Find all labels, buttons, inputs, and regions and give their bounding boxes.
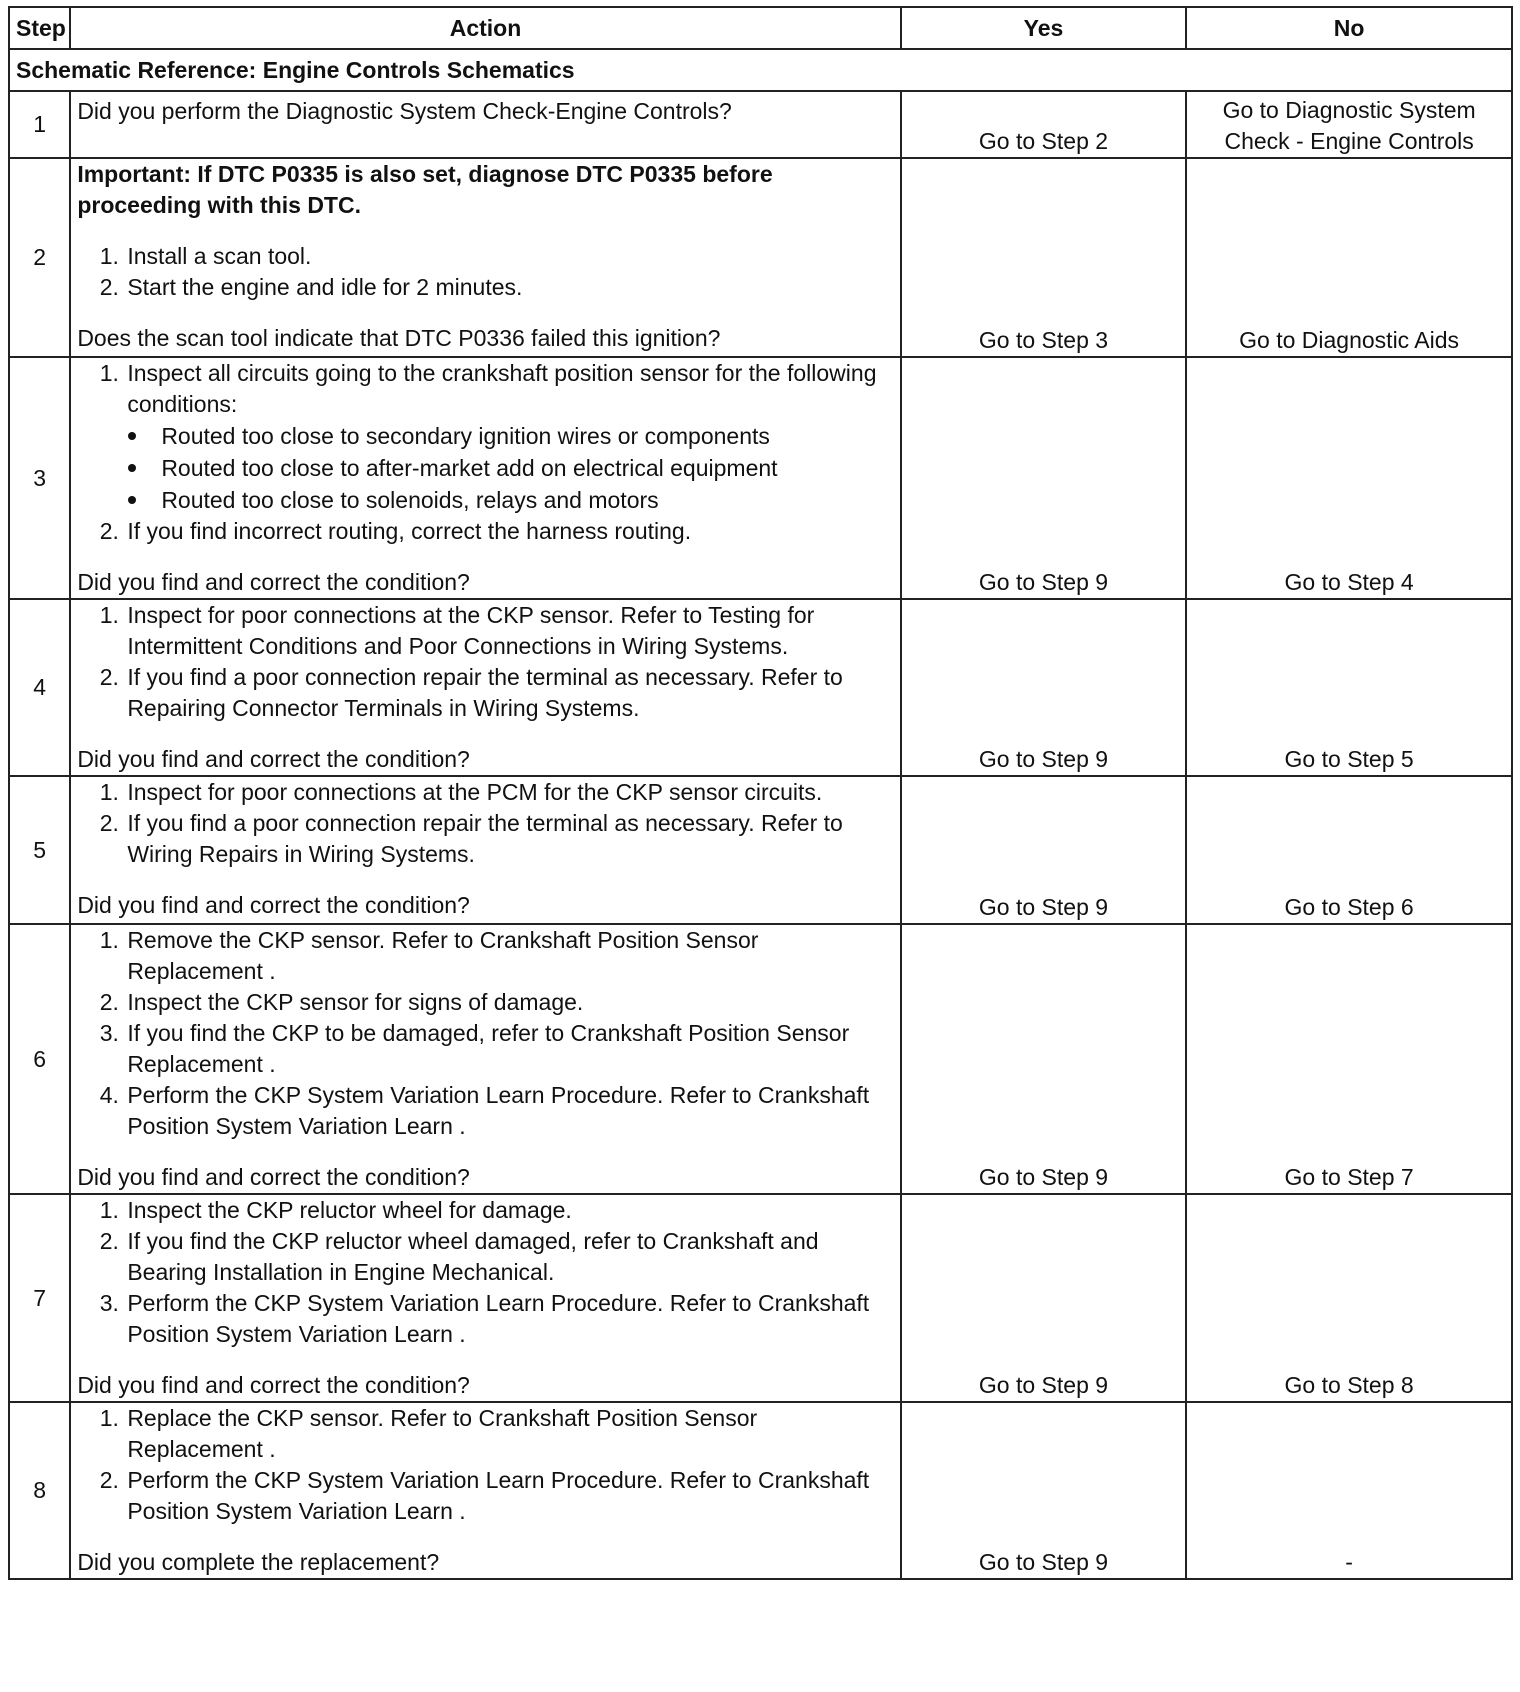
no-cell: Go to Step 7 (1186, 924, 1512, 1194)
table-row (9, 1194, 1512, 1402)
action-cell (70, 924, 900, 1194)
question-text: Did you find and correct the condition? (77, 1372, 470, 1398)
question-text: Did you find and correct the condition? (77, 1164, 470, 1190)
question-text: Does the scan tool indicate that DTC P0336 failed this ignition? (77, 325, 721, 351)
table-row (9, 776, 1512, 924)
no-cell: Go to Step 8 (1186, 1194, 1512, 1402)
yes-cell: Go to Step 9 (901, 1402, 1187, 1579)
yes-cell: Go to Step 9 (901, 924, 1187, 1194)
step-number: 3 (9, 357, 70, 599)
action-cell (70, 91, 900, 158)
question-text: Did you complete the replacement? (77, 1549, 440, 1575)
list-item: 2. If you find the CKP reluctor wheel damaged, refer to Crankshaft and Bearing Installation in Engine Mechanical. (125, 1226, 893, 1288)
no-cell: Go to Step 5 (1186, 599, 1512, 776)
schematic-reference-row (9, 49, 1512, 91)
diagnostic-table (8, 6, 1513, 1580)
step-number: 5 (9, 776, 70, 924)
list-item: 1. Replace the CKP sensor. Refer to Crankshaft Position Sensor Replacement . (125, 1403, 893, 1465)
header-yes: Yes (901, 7, 1187, 49)
yes-cell: Go to Step 2 (901, 91, 1187, 158)
action-cell (70, 776, 900, 924)
list-item: 1. Inspect for poor connections at the PCM for the CKP sensor circuits. (125, 777, 893, 808)
step-number: 8 (9, 1402, 70, 1579)
action-cell (70, 1194, 900, 1402)
list-item: 2. If you find incorrect routing, correct the harness routing. (125, 516, 893, 547)
yes-cell: Go to Step 9 (901, 776, 1187, 924)
procedure-list (77, 1195, 893, 1350)
yes-cell: Go to Step 9 (901, 357, 1187, 599)
step-number: 6 (9, 924, 70, 1194)
action-cell (70, 599, 900, 776)
list-item: 2. Start the engine and idle for 2 minutes. (125, 272, 893, 303)
bullet-item: • Routed too close to solenoids, relays and motors (151, 484, 893, 516)
schematic-reference: Schematic Reference: Engine Controls Schematics (9, 49, 1512, 91)
action-cell (70, 158, 900, 357)
header-row (9, 7, 1512, 49)
yes-cell: Go to Step 3 (901, 158, 1187, 357)
list-item: 2. Inspect the CKP sensor for signs of damage. (125, 987, 893, 1018)
list-item: 3. If you find the CKP to be damaged, refer to Crankshaft Position Sensor Replacement . (125, 1018, 893, 1080)
list-item: 1. Inspect for poor connections at the CKP sensor. Refer to Testing for Intermittent Conditions and Poor Connections in Wiring Systems. (125, 600, 893, 662)
header-action: Action (70, 7, 900, 49)
list-item-text: Inspect all circuits going to the crankshaft position sensor for the following conditions: (127, 360, 877, 417)
list-item (125, 358, 893, 516)
list-item: 2. Perform the CKP System Variation Learn Procedure. Refer to Crankshaft Position System Variation Learn . (125, 1465, 893, 1527)
bullet-item: • Routed too close to secondary ignition wires or components (151, 420, 893, 452)
step-number: 1 (9, 91, 70, 158)
procedure-list (77, 358, 893, 547)
table-row (9, 599, 1512, 776)
step-number: 4 (9, 599, 70, 776)
no-cell: Go to Step 6 (1186, 776, 1512, 924)
action-cell (70, 357, 900, 599)
step-number: 2 (9, 158, 70, 357)
yes-cell: Go to Step 9 (901, 1194, 1187, 1402)
action-cell (70, 1402, 900, 1579)
no-cell: - (1186, 1402, 1512, 1579)
list-item: 1. Inspect the CKP reluctor wheel for damage. (125, 1195, 893, 1226)
question-text: Did you find and correct the condition? (77, 746, 470, 772)
procedure-list (77, 600, 893, 724)
no-cell: Go to Diagnostic System Check - Engine Controls (1186, 91, 1512, 158)
yes-cell: Go to Step 9 (901, 599, 1187, 776)
list-item: 3. Perform the CKP System Variation Learn Procedure. Refer to Crankshaft Position System Variation Learn . (125, 1288, 893, 1350)
table-row (9, 924, 1512, 1194)
header-no: No (1186, 7, 1512, 49)
important-note: Important: If DTC P0335 is also set, diagnose DTC P0335 before proceeding with this DTC. (77, 161, 773, 218)
condition-list (127, 420, 893, 516)
table-row (9, 91, 1512, 158)
list-item: 2. If you find a poor connection repair the terminal as necessary. Refer to Repairing Connector Terminals in Wiring Systems. (125, 662, 893, 724)
question-text: Did you find and correct the condition? (77, 569, 470, 595)
list-item: 1. Install a scan tool. (125, 241, 893, 272)
procedure-list (77, 1403, 893, 1527)
no-cell: Go to Diagnostic Aids (1186, 158, 1512, 357)
list-item: 1. Remove the CKP sensor. Refer to Crankshaft Position Sensor Replacement . (125, 925, 893, 987)
header-step: Step (9, 7, 70, 49)
list-item: 2. If you find a poor connection repair the terminal as necessary. Refer to Wiring Repairs in Wiring Systems. (125, 808, 893, 870)
table-row (9, 158, 1512, 357)
step-number: 7 (9, 1194, 70, 1402)
question-text: Did you find and correct the condition? (77, 892, 470, 918)
bullet-item: • Routed too close to after-market add on electrical equipment (151, 452, 893, 484)
table-row (9, 1402, 1512, 1579)
procedure-list (77, 241, 893, 303)
procedure-list (77, 925, 893, 1142)
table-row (9, 357, 1512, 599)
list-item: 4. Perform the CKP System Variation Learn Procedure. Refer to Crankshaft Position System Variation Learn . (125, 1080, 893, 1142)
no-cell: Go to Step 4 (1186, 357, 1512, 599)
procedure-list (77, 777, 893, 870)
question-text: Did you perform the Diagnostic System Check-Engine Controls? (77, 98, 732, 124)
